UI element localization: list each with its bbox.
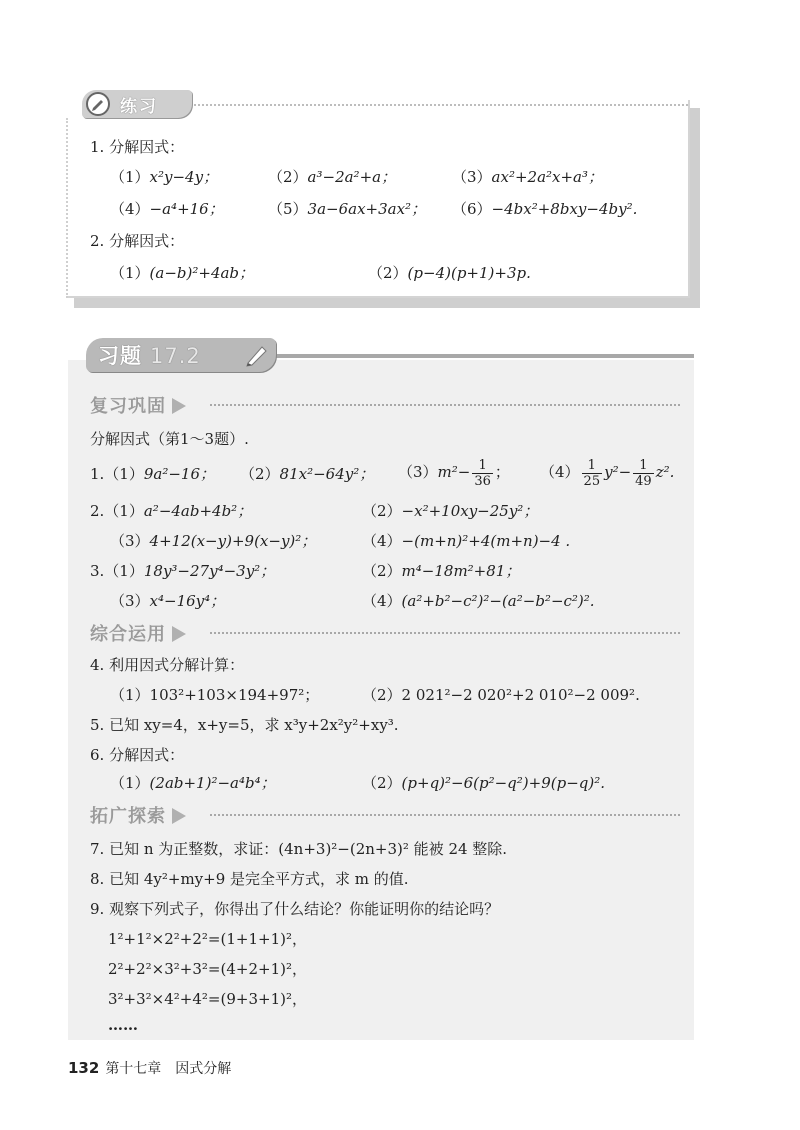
- section-dotted-rule: [210, 632, 680, 634]
- practice-q1-label: 1. 分解因式：: [90, 138, 185, 156]
- section-dotted-rule: [210, 404, 680, 406]
- exercise-q1-item-3: （3）m²− $\frac{1}{36}$ ；: [398, 457, 510, 489]
- practice-q1-item-4: （4）−a⁴+16；: [110, 200, 224, 218]
- practice-q1-item-2: （2）a³−2a²+a；: [268, 168, 397, 186]
- exercise-q3-item-4: （4）(a²+b²−c²)²−(a²−b²−c²)².: [362, 592, 595, 610]
- exercise-tab-title: 习题: [98, 344, 142, 368]
- practice-q1-item-6: （6）−4bx²+8bxy−4by².: [452, 200, 638, 218]
- exercise-q4-item-2: （2）2 021²−2 020²+2 010²−2 009².: [362, 686, 640, 704]
- exercise-q3-item-3: （3）x⁴−16y⁴；: [110, 592, 226, 610]
- triangle-arrow-icon: [172, 626, 186, 642]
- section-dotted-rule: [210, 814, 680, 816]
- exercise-q9-label: 9. 观察下列式子，你得出了什么结论？你能证明你的结论吗？: [90, 900, 500, 918]
- exercise-q2-item-3: （3）4+12(x−y)+9(x−y)²；: [110, 532, 317, 550]
- practice-dotted-rule: [178, 104, 688, 106]
- exercise-q1-item-4: （4） $\frac{1}{25}$ y²− $\frac{1}{49}$ z².: [540, 457, 675, 489]
- page-footer: [68, 1058, 231, 1078]
- exercise-q9-line-3: 3²+3²×4²+4²=(9+3+1)²，: [108, 990, 307, 1008]
- exercise-q7: 7. 已知 n 为正整数，求证：(4n+3)²−(2n+3)² 能被 24 整除.: [90, 840, 508, 858]
- exercise-q6-item-1: （1）(2ab+1)²−a⁴b⁴；: [110, 774, 276, 792]
- practice-tab: [82, 90, 192, 118]
- pencil-circle-icon: [86, 92, 110, 116]
- exercise-q6-label: 6. 分解因式：: [90, 746, 185, 764]
- exercise-q1: 1.（1）9a²−16；: [90, 465, 216, 483]
- exercise-q3-item-1: 3.（1）18y³−27y⁴−3y²；: [90, 562, 276, 580]
- exercise-q9-line-1: 1²+1²×2²+2²=(1+1+1)²，: [108, 930, 307, 948]
- section-heading-extend: 拓广探索: [90, 802, 186, 828]
- exercise-q2-item-4: （4）−(m+n)²+4(m+n)−4 .: [362, 532, 571, 550]
- exercise-q4-label: 4. 利用因式分解计算：: [90, 656, 245, 674]
- exercise-tab-number: 17.2: [150, 344, 201, 368]
- exercise-intro: 分解因式（第1～3题）.: [90, 430, 249, 448]
- practice-dotted-left: [66, 118, 68, 298]
- exercise-q2-item-1: 2.（1）a²−4ab+4b²；: [90, 502, 253, 520]
- exercise-q8: 8. 已知 4y²+my+9 是完全平方式，求 m 的值.: [90, 870, 409, 888]
- triangle-arrow-icon: [172, 808, 186, 824]
- exercise-tab-label: [98, 340, 201, 370]
- pencil-icon: [244, 343, 270, 367]
- exercise-header-rule: [270, 354, 694, 358]
- practice-q2-item-1: （1）(a−b)²+4ab；: [110, 264, 255, 282]
- practice-q2-item-2: （2）(p−4)(p+1)+3p.: [368, 264, 531, 282]
- exercise-q1-item-2: （2）81x²−64y²；: [240, 465, 375, 483]
- triangle-arrow-icon: [172, 398, 186, 414]
- practice-q1-item-5: （5）3a−6ax+3ax²；: [268, 200, 427, 218]
- exercise-q6-item-2: （2）(p+q)²−6(p²−q²)+9(p−q)².: [362, 774, 606, 792]
- practice-q1-item-1: （1）x²y−4y；: [110, 168, 219, 186]
- exercise-q5: 5. 已知 xy=4，x+y=5，求 x³y+2x²y²+xy³.: [90, 716, 399, 734]
- exercise-q2-item-2: （2）−x²+10xy−25y²；: [362, 502, 539, 520]
- chapter-title: 第十七章 因式分解: [105, 1061, 232, 1077]
- exercise-q3-item-2: （2）m⁴−18m²+81；: [362, 562, 521, 580]
- exercise-tab: [86, 338, 276, 372]
- section-heading-review: 复习巩固: [90, 392, 186, 418]
- exercise-q4-item-1: （1）103²+103×194+97²；: [110, 686, 320, 704]
- practice-q1-item-3: （3）ax²+2a²x+a³；: [452, 168, 604, 186]
- exercise-q9-line-2: 2²+2²×3²+3²=(4+2+1)²，: [108, 960, 307, 978]
- page-number: 132: [68, 1059, 100, 1077]
- exercise-q9-ellipsis: ……: [108, 1016, 138, 1034]
- section-heading-apply: 综合运用: [90, 620, 186, 646]
- practice-q2-label: 2. 分解因式：: [90, 232, 185, 250]
- practice-tab-label: 练习: [120, 97, 158, 117]
